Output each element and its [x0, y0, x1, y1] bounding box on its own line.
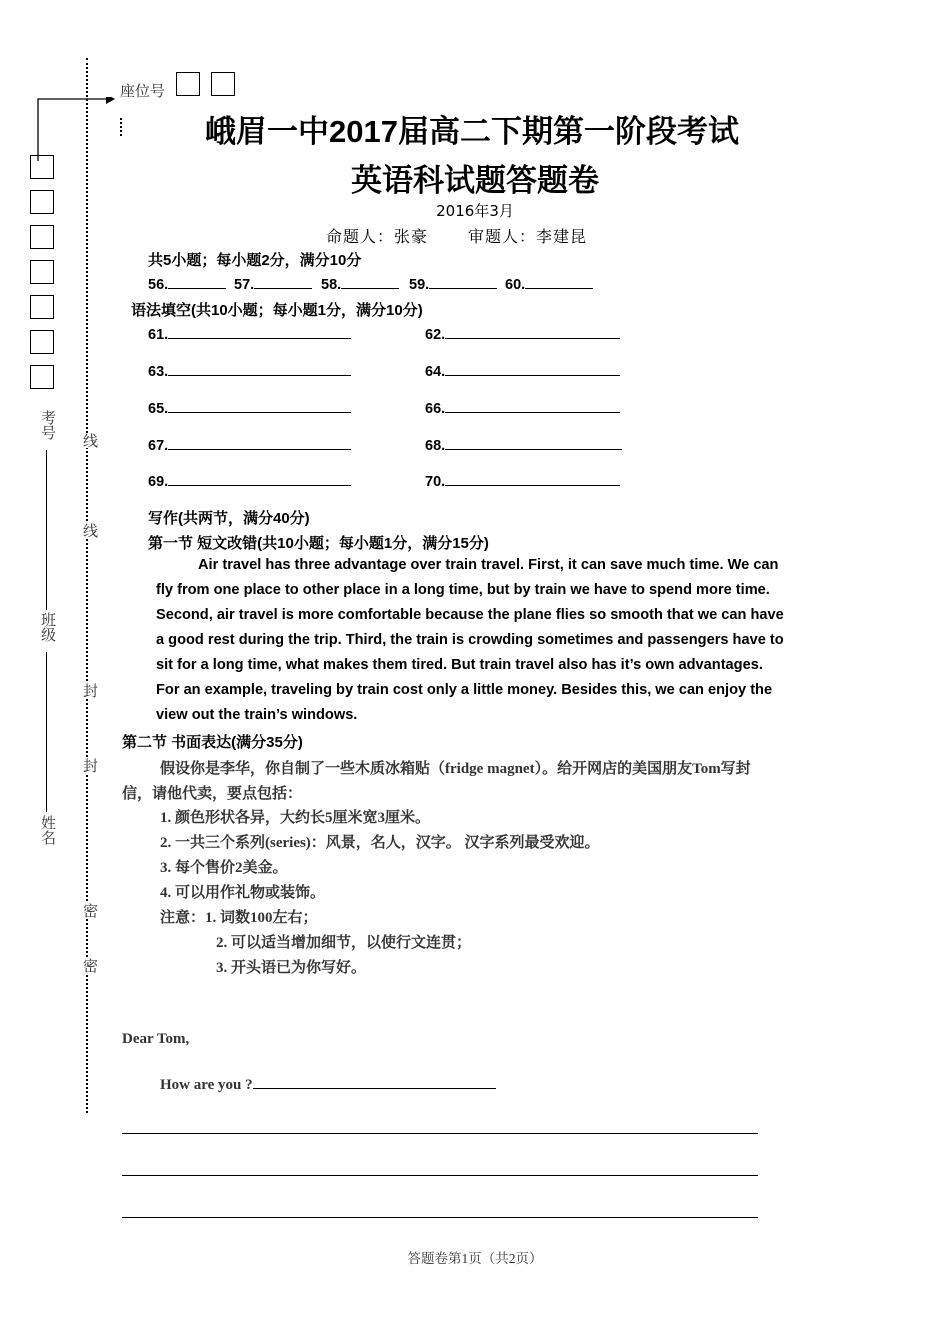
task-point-1: 1. 颜色形状各异，大约长5厘米宽3厘米。 [160, 810, 431, 826]
class-blank[interactable] [46, 652, 47, 812]
seat-label: 座位号 [120, 82, 166, 100]
exam-title: 峨眉一中2017届高二下期第一阶段考试 [205, 114, 739, 149]
answer-70[interactable]: 70. [425, 471, 620, 490]
exam-subtitle: 英语科试题答题卷 [351, 163, 599, 198]
seal-xian: 线 [81, 523, 99, 538]
task-point-4: 4. 可以用作礼物或装饰。 [160, 885, 326, 901]
letter-greeting: Dear Tom, [122, 1031, 190, 1047]
exam-number-box[interactable] [30, 295, 54, 319]
answer-59[interactable]: 59. [409, 274, 497, 293]
answer-69[interactable]: 69. [148, 471, 351, 490]
answer-65[interactable]: 65. [148, 398, 351, 417]
answer-64[interactable]: 64. [425, 361, 620, 380]
exam-number-box[interactable] [30, 330, 54, 354]
exam-number-box[interactable] [30, 260, 54, 284]
seal-mi: 密 [81, 958, 99, 973]
task-point-3: 3. 每个售价2美金。 [160, 860, 288, 876]
answer-57[interactable]: 57. [234, 274, 312, 293]
passage-line: For an example, traveling by train cost only a little money. Besides this, we can enjoy the [156, 682, 773, 698]
seal-feng: 封 [81, 683, 99, 698]
seat-box-1[interactable] [176, 72, 200, 96]
task-line-1: 假设你是李华，你自制了一些木质冰箱贴（fridge magnet）。给开网店的美国朋友Tom写封 [160, 761, 751, 777]
seal-xian: 线 [81, 433, 99, 448]
task-note-2: 2. 可以适当增加细节，以使行文连贯； [216, 935, 472, 951]
answer-58[interactable]: 58. [321, 274, 399, 293]
answer-60[interactable]: 60. [505, 274, 593, 293]
answer-63[interactable]: 63. [148, 361, 351, 380]
error-correction-passage [156, 553, 786, 728]
writing-line[interactable] [122, 1217, 758, 1218]
passage-line: fly from one place to other place in a long time, but by train we have to spend more time. [156, 582, 770, 598]
passage-line: sit for a long time, what makes them tired. But train travel also has it’s own advantages. [156, 657, 763, 673]
writing-line[interactable] [122, 1175, 758, 1176]
exam-no-label: 考号 [39, 410, 57, 440]
seal-feng: 封 [81, 758, 99, 773]
answer-61[interactable]: 61. [148, 324, 351, 343]
answer-68[interactable]: 68. [425, 435, 622, 454]
letter-opening[interactable]: How are you ? [160, 1074, 496, 1094]
writing-heading: 写作(共两节，满分40分) [148, 510, 310, 527]
composition-heading: 第二节 书面表达(满分35分) [122, 734, 303, 751]
writing-line[interactable] [122, 1133, 758, 1134]
page-footer: 答题卷第1页（共2页） [407, 1251, 543, 1266]
exam-no-blank[interactable] [46, 450, 47, 610]
exam-authors: 命题人：张豪 审题人：李建昆 [326, 229, 588, 246]
answer-62[interactable]: 62. [425, 324, 620, 343]
answer-67[interactable]: 67. [148, 435, 351, 454]
task-notes-label: 注意：1. 词数100左右； [160, 910, 318, 926]
class-label: 班级 [39, 612, 57, 642]
passage-line: view out the train’s windows. [156, 707, 358, 723]
answer-56[interactable]: 56. [148, 274, 226, 293]
error-correction-heading: 第一节 短文改错(共10小题；每小题1分，满分15分) [148, 535, 489, 552]
seat-box-2[interactable] [211, 72, 235, 96]
cloze-heading: 共5小题；每小题2分，满分10分 [148, 252, 362, 269]
seal-mi: 密 [81, 903, 99, 918]
exam-number-box[interactable] [30, 225, 54, 249]
task-note-3: 3. 开头语已为你写好。 [216, 960, 367, 976]
task-line-2: 信，请他代卖，要点包括： [122, 786, 303, 802]
grammar-heading: 语法填空(共10小题；每小题1分，满分10分) [131, 302, 423, 319]
exam-number-box[interactable] [30, 365, 54, 389]
passage-line: Air travel has three advantage over train travel. First, it can save much time. We can [198, 557, 779, 573]
name-label: 姓名 [39, 815, 57, 845]
task-point-2: 2. 一共三个系列(series)：风景，名人，汉字。 汉字系列最受欢迎。 [160, 835, 600, 851]
passage-line: Second, air travel is more comfortable because the plane flies so smooth that we can have [156, 607, 784, 623]
answer-66[interactable]: 66. [425, 398, 620, 417]
passage-line: a good rest during the trip. Third, the train is crowding sometimes and passengers have to [156, 632, 784, 648]
exam-date: 2016年3月 [436, 202, 514, 220]
